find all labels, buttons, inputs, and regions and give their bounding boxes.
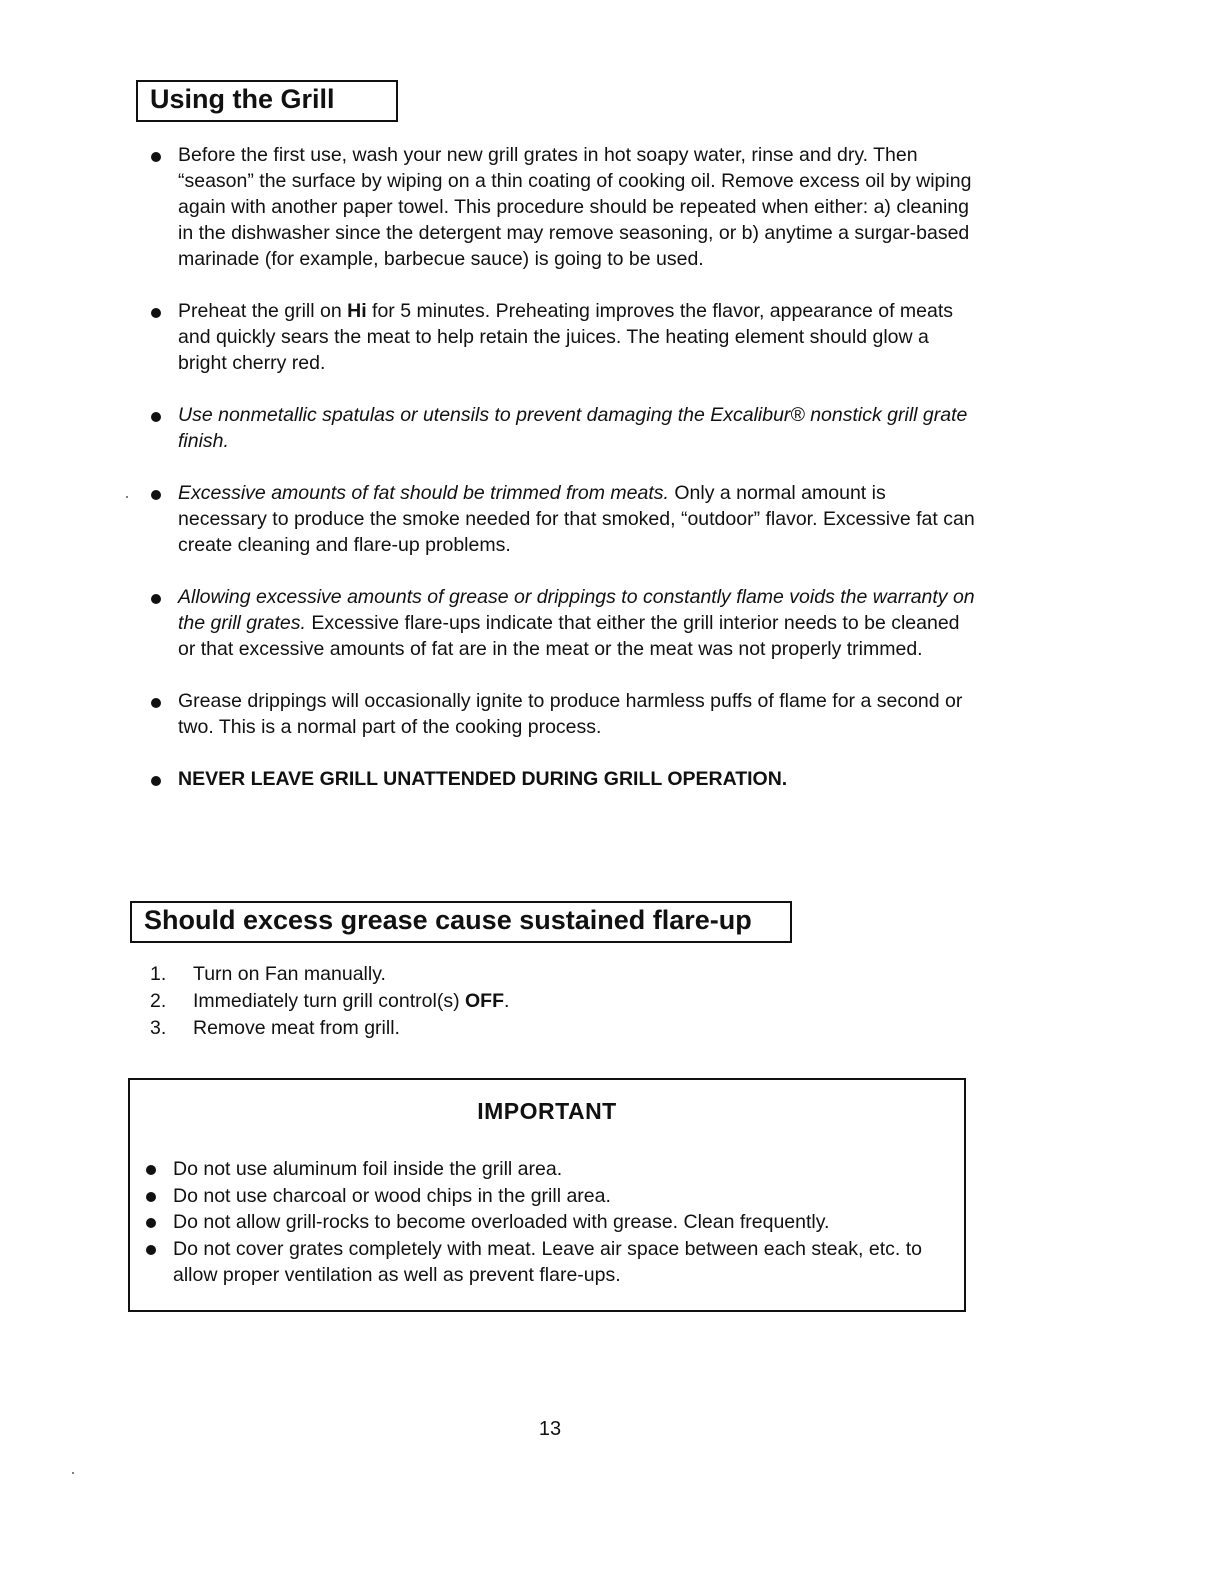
important-item <box>144 1156 959 1183</box>
step-item <box>150 988 509 1015</box>
step-item <box>150 961 509 988</box>
bullet-item <box>143 402 977 454</box>
step-number: 3. <box>150 1017 167 1039</box>
bullet-item <box>143 298 977 376</box>
text-run: Before the first use, wash your new grill grates in hot soapy water, rinse and dry. Then “season” the surface by wiping on a thin coating of cooking oil. Remove excess oil by wiping again with another paper towel. This procedure should be repeated when either: a) cleaning in the dishwasher since the detergent may remove seasoning, or b) anytime a surgar-based marinade (for example, barbecue sauce) is going to be used. <box>178 144 972 270</box>
grill-usage-bullet-list <box>143 142 977 818</box>
important-item-text: Do not use aluminum foil inside the grill area. <box>173 1158 563 1180</box>
bullet-dot-icon <box>151 412 161 422</box>
bullet-item <box>143 688 977 740</box>
step-number: 2. <box>150 990 167 1012</box>
section-heading-using-the-grill: Using the Grill <box>136 80 398 122</box>
text-run: for 5 minutes. Preheating improves the flavor, appearance of meats and quickly sears the meat to help retain the juices. The heating element should glow a bright cherry red. <box>178 300 954 374</box>
bullet-dot-icon <box>146 1165 156 1175</box>
bullet-dot-icon <box>146 1245 156 1255</box>
text-run: Use nonmetallic spatulas or utensils to prevent damaging the Excalibur® nonstick grill grate finish. <box>178 404 968 452</box>
scan-speck <box>126 496 128 498</box>
text-run: Excessive flare-ups indicate that either the grill interior needs to be cleaned or that excessive amounts of fat are in the meat or the meat was not properly trimmed. <box>178 612 960 660</box>
text-run: Grease drippings will occasionally ignite to produce harmless puffs of flame for a second or two. This is a normal part of the cooking process. <box>178 690 963 738</box>
important-item-text: Do not cover grates completely with meat. Leave air space between each steak, etc. to allow proper ventilation as well as prevent flare-ups. <box>173 1237 922 1286</box>
bullet-dot-icon <box>151 152 161 162</box>
text-run: Remove meat from grill. <box>193 1017 400 1039</box>
important-item <box>144 1209 959 1236</box>
text-run: Preheat the grill on <box>178 300 348 322</box>
scan-speck <box>72 1472 74 1474</box>
bullet-dot-icon <box>151 594 161 604</box>
bullet-dot-icon <box>151 698 161 708</box>
important-bullet-list <box>144 1156 959 1289</box>
text-run: Immediately turn grill control(s) <box>193 990 465 1012</box>
important-item-text: Do not use charcoal or wood chips in the grill area. <box>173 1184 611 1207</box>
text-run: . <box>504 990 510 1012</box>
important-notice-box <box>128 1078 966 1312</box>
text-run: Excessive amounts of fat should be trimmed from meats. <box>178 482 669 504</box>
important-item <box>144 1183 959 1210</box>
bullet-item <box>143 142 977 272</box>
bullet-dot-icon <box>151 308 161 318</box>
flare-up-steps-list <box>150 961 509 1042</box>
bullet-dot-icon <box>151 776 161 786</box>
bullet-dot-icon <box>146 1218 156 1228</box>
text-run: Turn on Fan manually. <box>193 963 386 985</box>
bullet-item <box>143 480 977 558</box>
page-number: 13 <box>538 1418 562 1440</box>
important-title: IMPORTANT <box>477 1098 617 1124</box>
bullet-dot-icon <box>151 490 161 500</box>
text-run: OFF <box>465 990 504 1012</box>
section-heading-flare-up: Should excess grease cause sustained flare-up <box>130 901 792 943</box>
bullet-dot-icon <box>146 1192 156 1202</box>
bullet-item <box>143 584 977 662</box>
text-run: Hi <box>347 300 367 322</box>
step-number: 1. <box>150 963 167 985</box>
text-run: Allowing excessive amounts of grease or drippings to constantly flame voids the warranty on the grill grates. <box>178 586 975 634</box>
important-item-text: Do not allow grill-rocks to become overloaded with grease. Clean frequently. <box>173 1211 830 1233</box>
step-item <box>150 1015 509 1042</box>
text-run: NEVER LEAVE GRILL UNATTENDED DURING GRILL OPERATION. <box>178 768 788 790</box>
text-run: Only a normal amount is necessary to produce the smoke needed for that smoked, “outdoor” flavor. Excessive fat can create cleaning and flare-up problems. <box>178 482 975 556</box>
important-item <box>144 1236 959 1289</box>
bullet-item <box>143 766 977 792</box>
